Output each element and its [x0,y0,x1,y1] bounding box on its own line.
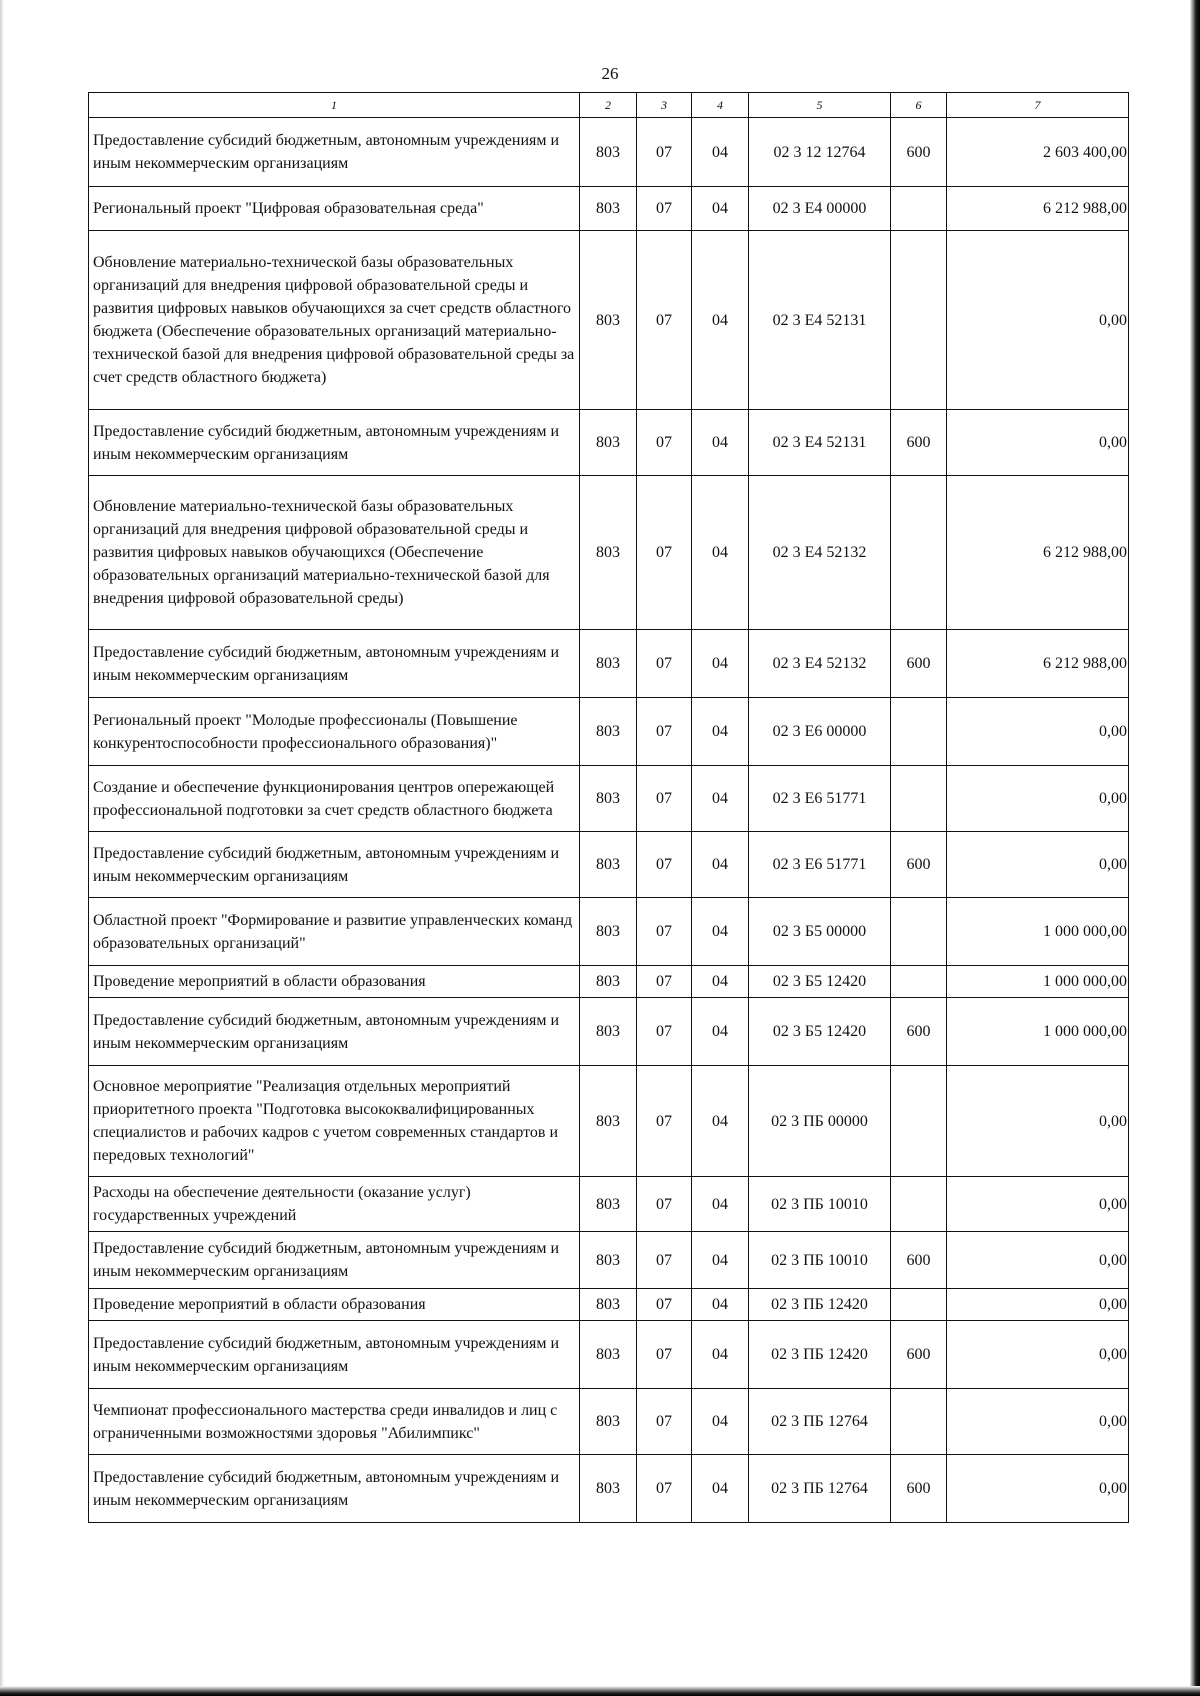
row-amount: 0,00 [947,410,1129,476]
row-section-code: 07 [637,898,692,966]
row-amount: 0,00 [947,766,1129,832]
row-gr-code: 803 [580,476,637,630]
row-description: Предоставление субсидий бюджетным, автономным учреждениям и иным некоммерческим организациям [89,410,580,476]
row-expense-type-code [891,1177,947,1232]
row-target-article-code: 02 3 E4 52132 [749,476,891,630]
row-amount: 1 000 000,00 [947,998,1129,1066]
row-section-code: 07 [637,698,692,766]
table-row [89,1289,1129,1321]
column-number: 6 [891,93,947,118]
row-expense-type-code: 600 [891,118,947,187]
row-subsection-code: 04 [692,1389,749,1455]
row-gr-code: 803 [580,698,637,766]
row-subsection-code: 04 [692,410,749,476]
row-expense-type-code: 600 [891,832,947,898]
table-row [89,1232,1129,1289]
row-description: Предоставление субсидий бюджетным, автономным учреждениям и иным некоммерческим организациям [89,832,580,898]
table-row [89,698,1129,766]
table-row [89,766,1129,832]
row-amount: 0,00 [947,1232,1129,1289]
row-amount: 0,00 [947,1066,1129,1177]
scan-edge-right [1190,0,1200,1696]
row-section-code: 07 [637,1455,692,1523]
table-row [89,1321,1129,1389]
column-number: 7 [947,93,1129,118]
row-description: Предоставление субсидий бюджетным, автономным учреждениям и иным некоммерческим организациям [89,1321,580,1389]
row-target-article-code: 02 3 Б5 12420 [749,998,891,1066]
table-row [89,231,1129,410]
row-amount: 6 212 988,00 [947,187,1129,231]
row-gr-code: 803 [580,832,637,898]
row-gr-code: 803 [580,1177,637,1232]
row-section-code: 07 [637,832,692,898]
row-description: Региональный проект "Цифровая образовательная среда" [89,187,580,231]
row-expense-type-code: 600 [891,1455,947,1523]
row-target-article-code: 02 3 ПБ 10010 [749,1177,891,1232]
row-section-code: 07 [637,998,692,1066]
row-target-article-code: 02 3 E4 52131 [749,231,891,410]
row-section-code: 07 [637,1066,692,1177]
row-section-code: 07 [637,410,692,476]
row-target-article-code: 02 3 ПБ 12764 [749,1455,891,1523]
row-section-code: 07 [637,476,692,630]
row-target-article-code: 02 3 E4 00000 [749,187,891,231]
row-expense-type-code: 600 [891,1321,947,1389]
row-section-code: 07 [637,187,692,231]
row-description: Расходы на обеспечение деятельности (оказание услуг) государственных учреждений [89,1177,580,1232]
row-expense-type-code [891,766,947,832]
row-description: Предоставление субсидий бюджетным, автономным учреждениям и иным некоммерческим организациям [89,1455,580,1523]
table-row [89,1455,1129,1523]
column-number: 5 [749,93,891,118]
row-subsection-code: 04 [692,966,749,998]
row-expense-type-code [891,1066,947,1177]
row-gr-code: 803 [580,118,637,187]
row-description: Предоставление субсидий бюджетным, автономным учреждениям и иным некоммерческим организациям [89,998,580,1066]
row-description: Региональный проект "Молодые профессионалы (Повышение конкурентоспособности профессионального образования)" [89,698,580,766]
row-gr-code: 803 [580,966,637,998]
row-amount: 1 000 000,00 [947,898,1129,966]
row-section-code: 07 [637,231,692,410]
row-gr-code: 803 [580,1066,637,1177]
row-section-code: 07 [637,1232,692,1289]
row-subsection-code: 04 [692,1177,749,1232]
row-expense-type-code: 600 [891,1232,947,1289]
row-subsection-code: 04 [692,476,749,630]
row-description: Предоставление субсидий бюджетным, автономным учреждениям и иным некоммерческим организациям [89,1232,580,1289]
row-section-code: 07 [637,630,692,698]
row-target-article-code: 02 3 ПБ 12420 [749,1289,891,1321]
row-description: Областной проект "Формирование и развитие управленческих команд образовательных организаций" [89,898,580,966]
row-section-code: 07 [637,1177,692,1232]
table-row [89,1389,1129,1455]
row-subsection-code: 04 [692,998,749,1066]
row-expense-type-code [891,1389,947,1455]
row-amount: 0,00 [947,832,1129,898]
row-section-code: 07 [637,1389,692,1455]
row-amount: 0,00 [947,1455,1129,1523]
row-description: Чемпионат профессионального мастерства среди инвалидов и лиц с ограниченными возможностями здоровья "Абилимпикс" [89,1389,580,1455]
row-subsection-code: 04 [692,766,749,832]
table-row [89,1066,1129,1177]
column-number: 1 [89,93,580,118]
row-section-code: 07 [637,766,692,832]
row-subsection-code: 04 [692,1066,749,1177]
row-target-article-code: 02 3 ПБ 12420 [749,1321,891,1389]
row-section-code: 07 [637,1289,692,1321]
row-gr-code: 803 [580,766,637,832]
row-target-article-code: 02 3 ПБ 12764 [749,1389,891,1455]
row-subsection-code: 04 [692,832,749,898]
row-expense-type-code: 600 [891,998,947,1066]
row-description: Создание и обеспечение функционирования центров опережающей профессиональной подготовки за счет средств областного бюджета [89,766,580,832]
row-gr-code: 803 [580,1455,637,1523]
table-row [89,118,1129,187]
row-expense-type-code [891,966,947,998]
row-target-article-code: 02 3 E6 51771 [749,766,891,832]
row-gr-code: 803 [580,1289,637,1321]
row-amount: 0,00 [947,1389,1129,1455]
table-row [89,966,1129,998]
row-amount: 2 603 400,00 [947,118,1129,187]
budget-table [88,92,1129,1523]
row-expense-type-code [891,231,947,410]
row-expense-type-code: 600 [891,410,947,476]
table-row [89,476,1129,630]
row-target-article-code: 02 3 E4 52131 [749,410,891,476]
row-target-article-code: 02 3 12 12764 [749,118,891,187]
row-subsection-code: 04 [692,1232,749,1289]
scan-edge-left [0,0,4,1696]
row-expense-type-code [891,698,947,766]
row-description: Предоставление субсидий бюджетным, автономным учреждениям и иным некоммерческим организациям [89,118,580,187]
row-description: Предоставление субсидий бюджетным, автономным учреждениям и иным некоммерческим организациям [89,630,580,698]
row-subsection-code: 04 [692,1455,749,1523]
row-target-article-code: 02 3 E4 52132 [749,630,891,698]
row-gr-code: 803 [580,410,637,476]
scan-edge-bottom [0,1686,1200,1696]
row-target-article-code: 02 3 ПБ 10010 [749,1232,891,1289]
row-amount: 6 212 988,00 [947,630,1129,698]
row-description: Проведение мероприятий в области образования [89,1289,580,1321]
row-subsection-code: 04 [692,231,749,410]
row-description: Проведение мероприятий в области образования [89,966,580,998]
row-gr-code: 803 [580,187,637,231]
column-number: 2 [580,93,637,118]
table-row [89,1177,1129,1232]
row-target-article-code: 02 3 ПБ 00000 [749,1066,891,1177]
row-gr-code: 803 [580,898,637,966]
row-expense-type-code [891,476,947,630]
row-expense-type-code: 600 [891,630,947,698]
row-subsection-code: 04 [692,898,749,966]
row-subsection-code: 04 [692,1321,749,1389]
row-target-article-code: 02 3 E6 00000 [749,698,891,766]
row-amount: 0,00 [947,1289,1129,1321]
table-row [89,898,1129,966]
row-description: Обновление материально-технической базы образовательных организаций для внедрения цифровой образовательной среды и развития цифровых навыков обучающихся за счет средств областного бюджета (Обеспечение образовательных организаций материально-технической базой для внедрения цифровой образовательной среды за счет средств областного бюджета) [89,231,580,410]
row-subsection-code: 04 [692,698,749,766]
row-subsection-code: 04 [692,630,749,698]
row-gr-code: 803 [580,630,637,698]
row-expense-type-code [891,898,947,966]
row-amount: 0,00 [947,1321,1129,1389]
page-number: 26 [601,64,619,83]
row-gr-code: 803 [580,1232,637,1289]
row-subsection-code: 04 [692,1289,749,1321]
row-gr-code: 803 [580,998,637,1066]
column-number-row [89,93,1129,118]
row-subsection-code: 04 [692,187,749,231]
row-expense-type-code [891,187,947,231]
row-amount: 0,00 [947,231,1129,410]
row-amount: 6 212 988,00 [947,476,1129,630]
table-row [89,998,1129,1066]
row-target-article-code: 02 3 Б5 00000 [749,898,891,966]
table-row [89,187,1129,231]
row-section-code: 07 [637,966,692,998]
row-target-article-code: 02 3 E6 51771 [749,832,891,898]
row-amount: 1 000 000,00 [947,966,1129,998]
row-section-code: 07 [637,118,692,187]
row-section-code: 07 [637,1321,692,1389]
row-description: Обновление материально-технической базы образовательных организаций для внедрения цифровой образовательной среды и развития цифровых навыков обучающихся (Обеспечение образовательных организаций материально-технической базой для внедрения цифровой образовательной среды) [89,476,580,630]
row-gr-code: 803 [580,231,637,410]
column-number: 4 [692,93,749,118]
row-amount: 0,00 [947,698,1129,766]
row-target-article-code: 02 3 Б5 12420 [749,966,891,998]
row-description: Основное мероприятие "Реализация отдельных мероприятий приоритетного проекта "Подготовка высококвалифицированных специалистов и рабочих кадров с учетом современных стандартов и передовых технологий" [89,1066,580,1177]
column-number: 3 [637,93,692,118]
row-amount: 0,00 [947,1177,1129,1232]
table-row [89,832,1129,898]
row-expense-type-code [891,1289,947,1321]
row-subsection-code: 04 [692,118,749,187]
table-row [89,630,1129,698]
row-gr-code: 803 [580,1389,637,1455]
table-row [89,410,1129,476]
row-gr-code: 803 [580,1321,637,1389]
